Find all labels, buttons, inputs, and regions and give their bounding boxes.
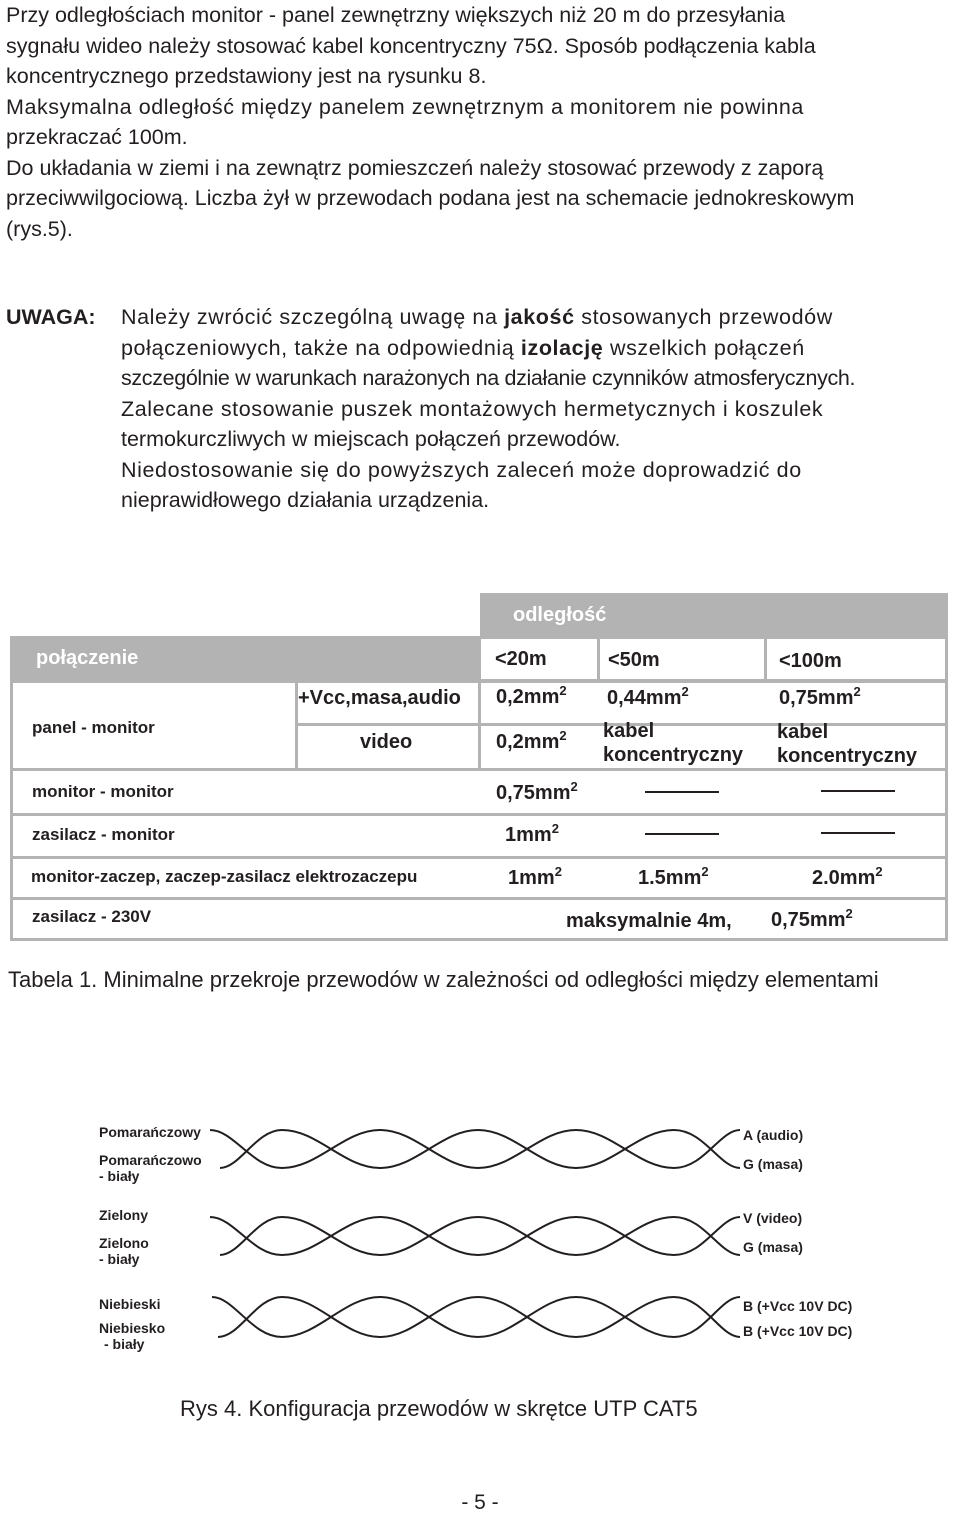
intro-line: przeciwwilgociową. Liczba żył w przewodach podana jest na schemacie jednokreskowym bbox=[6, 186, 855, 210]
cell-value: kabel bbox=[603, 720, 655, 742]
connection-header-label: połączenie bbox=[36, 647, 139, 669]
warning-emphasis: izolację bbox=[520, 335, 604, 360]
wire-label-line: Zielono bbox=[99, 1235, 149, 1251]
cell-value: koncentryczny bbox=[603, 744, 744, 766]
table-cell: maksymalnie 4m, bbox=[566, 910, 732, 932]
table-cell bbox=[496, 779, 578, 805]
warning-line: Zalecane stosowanie puszek montażowych hermetycznych i koszulek bbox=[121, 396, 824, 421]
table-cell bbox=[771, 906, 853, 932]
wire-label-right: A (audio) bbox=[743, 1127, 804, 1143]
col-100m: <100m bbox=[779, 650, 842, 672]
intro-line: przekraczać 100m. bbox=[6, 125, 188, 149]
table-caption: Tabela 1. Minimalne przekroje przewodów w zależności od odległości między elementami bbox=[8, 967, 879, 992]
page-number: - 5 - bbox=[461, 1491, 499, 1514]
row-label: monitor - monitor bbox=[32, 782, 174, 801]
warning-line: nieprawidłowego działania urządzenia. bbox=[121, 488, 490, 512]
wire-label-right: G (masa) bbox=[743, 1156, 803, 1172]
cell-value: 0,2mm bbox=[496, 731, 560, 753]
twisted-wire bbox=[212, 1297, 740, 1337]
dash-mark bbox=[645, 833, 719, 835]
superscript: 2 bbox=[701, 864, 709, 879]
warning-text-part: stosowanych przewodów bbox=[574, 305, 833, 329]
wire-label-line: - biały bbox=[99, 1251, 140, 1267]
cell-value: 1mm bbox=[508, 867, 555, 889]
wire-label-right: G (masa) bbox=[743, 1239, 803, 1255]
row-label: panel - monitor bbox=[32, 718, 155, 737]
sub-label-video: video bbox=[360, 731, 413, 753]
warning-text-part: wszelkich połączeń bbox=[603, 335, 805, 360]
intro-line: (rys.5). bbox=[6, 216, 73, 241]
table-cell bbox=[505, 821, 559, 847]
cell-value: 0,2mm bbox=[496, 686, 560, 708]
wire-label-left: Zielony bbox=[99, 1207, 149, 1223]
wire-label-line: Pomarańczowo bbox=[99, 1152, 202, 1168]
table-cell bbox=[496, 728, 567, 754]
cell-value: 0,75mm bbox=[771, 909, 846, 931]
superscript: 2 bbox=[853, 684, 861, 699]
figure-caption: Rys 4. Konfiguracja przewodów w skrętce UTP CAT5 bbox=[180, 1396, 698, 1421]
twisted-wire bbox=[220, 1130, 740, 1168]
superscript: 2 bbox=[554, 864, 562, 879]
warning-line bbox=[121, 302, 954, 333]
cell-value: kabel bbox=[777, 721, 829, 743]
wire-label-left bbox=[99, 1152, 202, 1184]
intro-line: koncentrycznego przedstawiony jest na rysunku 8. bbox=[6, 64, 487, 88]
row-label: zasilacz - 230V bbox=[32, 907, 152, 926]
warning-line bbox=[121, 333, 954, 364]
wire-label-left bbox=[99, 1235, 149, 1267]
dash-mark bbox=[821, 790, 895, 792]
twisted-wire bbox=[210, 1217, 740, 1255]
cell-value: 2.0mm bbox=[812, 867, 876, 889]
intro-line: Przy odległościach monitor - panel zewnętrzny większych niż 20 m do przesyłania bbox=[6, 3, 786, 27]
intro-line: sygnału wideo należy stosować kabel koncentryczny 75Ω. Sposób podłączenia kabla bbox=[6, 33, 816, 58]
table-cell bbox=[496, 683, 567, 709]
warning-line: termokurczliwych w miejscach połączeń przewodów. bbox=[121, 427, 621, 451]
superscript: 2 bbox=[559, 728, 567, 743]
cell-value: 0,75mm bbox=[496, 782, 571, 804]
table-cell bbox=[779, 684, 861, 710]
warning-label: UWAGA: bbox=[6, 305, 96, 329]
superscript: 2 bbox=[681, 684, 689, 699]
cell-value: 0,75mm bbox=[779, 687, 854, 709]
warning-text-part: połączeniowych, także na odpowiednią bbox=[121, 335, 521, 360]
twisted-wire bbox=[218, 1297, 740, 1337]
table-cell bbox=[812, 864, 883, 890]
table-cell bbox=[777, 720, 917, 768]
warning-text bbox=[121, 302, 954, 516]
wire-label-right: B (+Vcc 10V DC) bbox=[743, 1298, 853, 1314]
wire-label-line: Niebiesko bbox=[99, 1320, 166, 1336]
row-label: monitor-zaczep, zaczep-zasilacz elektrozaczepu bbox=[31, 867, 418, 886]
cell-value: koncentryczny bbox=[777, 745, 918, 767]
superscript: 2 bbox=[570, 779, 578, 794]
twisted-pairs bbox=[210, 1130, 740, 1337]
warning-emphasis: jakość bbox=[504, 305, 575, 329]
superscript: 2 bbox=[559, 683, 567, 698]
wire-label-right: B (+Vcc 10V DC) bbox=[743, 1323, 853, 1339]
dash-mark bbox=[821, 832, 895, 834]
table-cell bbox=[603, 719, 743, 767]
table-cell bbox=[508, 864, 562, 890]
superscript: 2 bbox=[845, 906, 853, 921]
intro-line: Do układania w ziemi i na zewnątrz pomieszczeń należy stosować przewody z zaporą bbox=[6, 155, 824, 180]
distance-header-label: odległość bbox=[513, 604, 607, 626]
intro-text bbox=[6, 0, 954, 244]
dash-mark bbox=[645, 791, 719, 793]
warning-line: Niedostosowanie się do powyższych zaleceń może doprowadzić do bbox=[121, 457, 802, 482]
sub-label-vcc: +Vcc,masa,audio bbox=[298, 687, 461, 709]
warning-text-part: Należy zwrócić szczególną uwagę na bbox=[121, 305, 505, 329]
wire-label-line: - biały bbox=[99, 1168, 140, 1184]
cell-value: 0,44mm bbox=[607, 687, 682, 709]
warning-line: szczególnie w warunkach narażonych na działanie czynników atmosferycznych. bbox=[121, 366, 856, 390]
intro-line: Maksymalna odległość między panelem zewnętrznym a monitorem nie powinna bbox=[6, 94, 804, 119]
wire-label-line: - biały bbox=[104, 1336, 145, 1352]
cell-value: 1.5mm bbox=[638, 867, 702, 889]
table-cell bbox=[638, 864, 709, 890]
col-50m: <50m bbox=[608, 649, 660, 671]
row-label: zasilacz - monitor bbox=[32, 825, 175, 844]
wire-label-right: V (video) bbox=[743, 1210, 803, 1226]
wire-label-left: Niebieski bbox=[99, 1296, 161, 1312]
twisted-wire bbox=[210, 1130, 740, 1168]
superscript: 2 bbox=[551, 821, 559, 836]
superscript: 2 bbox=[875, 864, 883, 879]
twisted-wire bbox=[220, 1217, 740, 1255]
cell-value: 1mm bbox=[505, 824, 552, 846]
col-20m: <20m bbox=[495, 648, 547, 670]
wire-label-left bbox=[99, 1320, 165, 1352]
wire-label-left: Pomarańczowy bbox=[99, 1124, 201, 1140]
table-cell bbox=[607, 684, 689, 710]
